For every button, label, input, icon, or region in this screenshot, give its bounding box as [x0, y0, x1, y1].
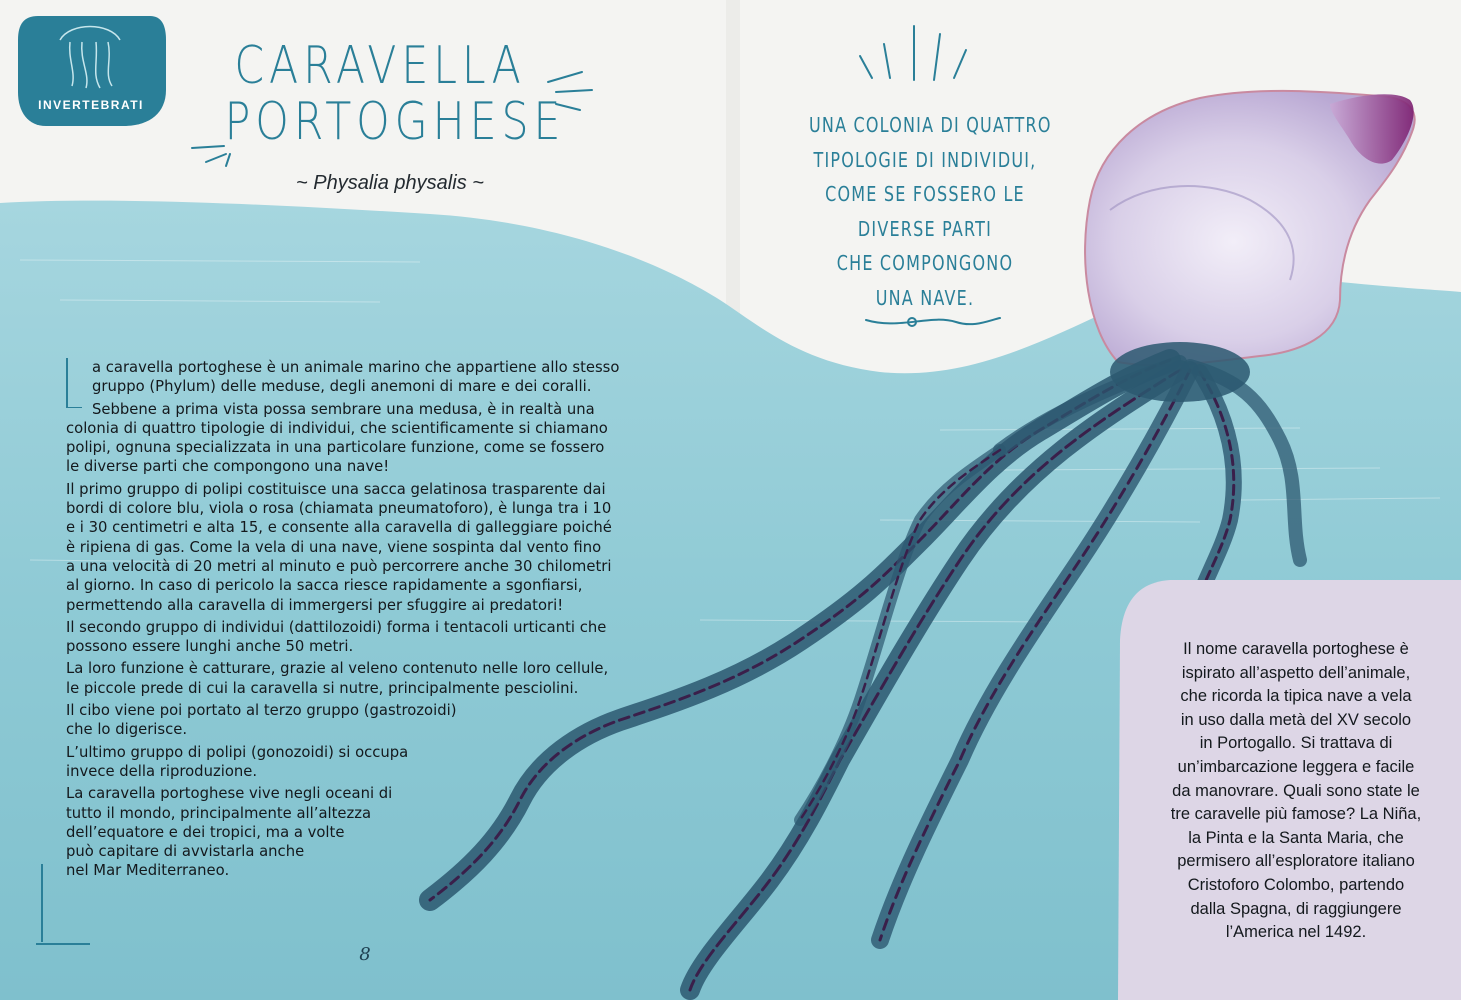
paragraph-6: Il cibo viene poi portato al terzo gruppo (gastrozoidi) che lo digerisce. [66, 702, 457, 739]
title-line-1: CARAVELLA [234, 36, 526, 96]
paragraph-5: La loro funzione è catturare, grazie al veleno contenuto nelle loro cellule, le piccole prede di cui la caravella si nutre, principalmente pesciolini. [66, 660, 609, 697]
paragraph-4: Il secondo gruppo di individui (dattilozoidi) forma i tentacoli urticanti che possono essere lunghi anche 50 metri. [66, 618, 607, 656]
paragraph-2: Sebbene a prima vista possa sembrare una medusa, è in realtà una colonia di quattro tipologie di individui, che scientificamente si chiamano polipi, ognuna specializzata in una particolare funzione, come se fossero le diverse parti che compongono una nave! [66, 400, 608, 476]
title-line-2: PORTOGHESE [224, 92, 566, 152]
paragraph-1: a caravella portoghese è un animale marino che appartiene allo stesso gruppo (Phylum) delle meduse, degli anemoni di mare e dei coralli. [92, 359, 620, 396]
page-number: 8 [359, 944, 371, 965]
paragraph-3: Il primo gruppo di polipi costituisce una sacca gelatinosa trasparente dai bordi di colore blu, viola o rosa (chiamata pneumatoforo), è lunga tra i 10 e i 30 centimetri e alta 15, e consente alla caravella di galleggiare poiché è ripiena di gas. Come la vela di una nave, viene sospinta dal vento fino a una velocità di 20 metri al minuto e può percorrere anche 30 chilometri al giorno. In caso di pericolo la sacca riesce rapidamente a sgonfiarsi, permettendo alla caravella di immergersi per sfuggire ai predatori! [66, 480, 612, 614]
sidebar-text: Il nome caravella portoghese è ispirato all’aspetto dell’animale, che ricorda la tipica nave a vela in uso dalla metà del XV secolo in Portogallo. Si trattava di un’imbarcazione leggera e facile da manovrare. Quali sono state le tre caravelle più famose? La Niña, la Pinta e la Santa Maria, che permisero all’esploratore italiano Cristoforo Colombo, partendo dalla Spagna, di raggiungere l’America nel 1492. [1170, 640, 1422, 942]
pull-quote: UNA COLONIA DI QUATTRO TIPOLOGIE DI INDIVIDUI, COME SE FOSSERO LE DIVERSE PARTI CHE COMPONGONO UNA NAVE. [809, 113, 1052, 310]
paragraph-7: L’ultimo gruppo di polipi (gonozoidi) si occupa invece della riproduzione. [66, 743, 409, 780]
gastrozooid-body [1110, 342, 1250, 402]
scientific-name: ~ Physalia physalis ~ [296, 172, 484, 194]
scientific-name-text: Physalia physalis [313, 172, 467, 194]
main-article [66, 358, 666, 884]
badge-label: INVERTEBRATI [38, 98, 144, 112]
paragraph-8: La caravella portoghese vive negli oceani di tutto il mondo, principalmente all’altezza dell’equatore e dei tropici, ma a volte può capitare di avvistarla anche nel Mar Mediterraneo. [66, 785, 393, 880]
drop-cap [66, 358, 82, 408]
